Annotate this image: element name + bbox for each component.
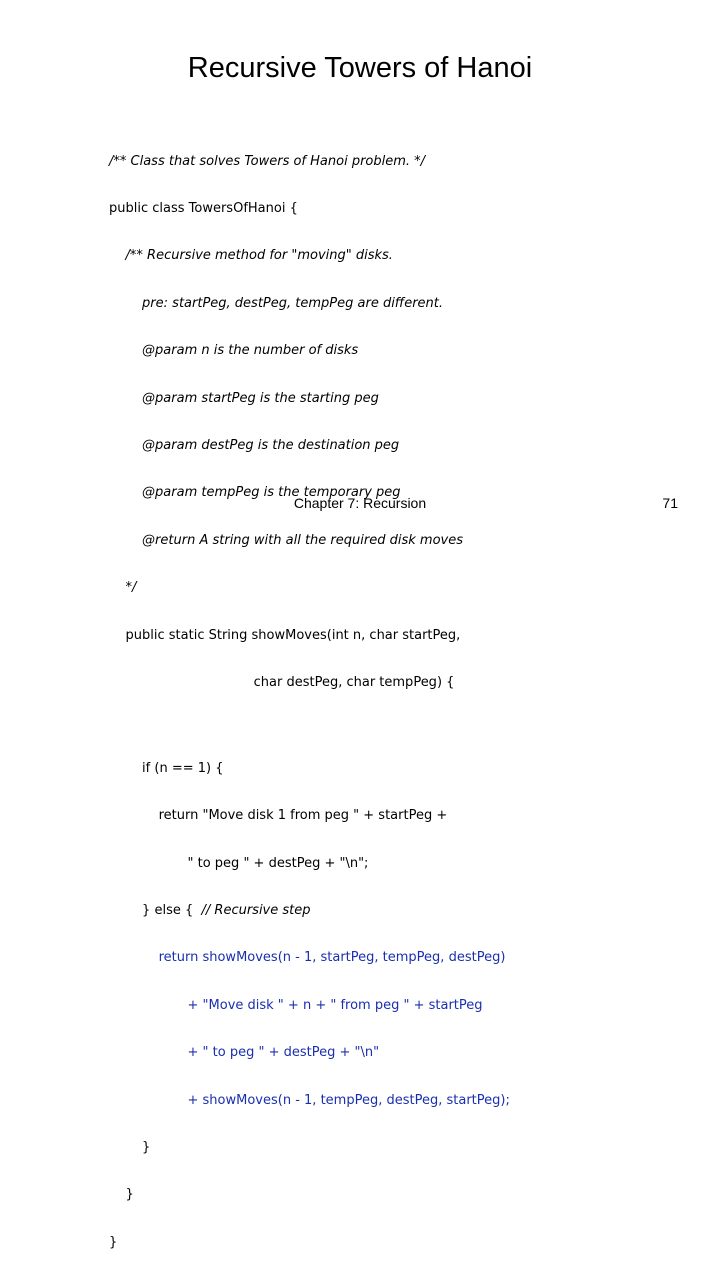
- page-number: 71: [662, 495, 678, 511]
- code-line: @param destPeg is the destination peg: [109, 437, 400, 453]
- code-line: pre: startPeg, destPeg, tempPeg are different.: [109, 295, 444, 311]
- code-line: public static String showMoves(int n, char startPeg,: [109, 627, 461, 643]
- code-line: public class TowersOfHanoi {: [109, 200, 298, 216]
- code-line-highlight: + " to peg " + destPeg + "\n": [109, 1045, 380, 1061]
- slide-footer: Chapter 7: Recursion: [293, 495, 427, 511]
- code-line: }: [109, 1187, 134, 1203]
- code-line: @return A string with all the required disk moves: [109, 532, 463, 548]
- code-line: }: [109, 1234, 118, 1250]
- code-line: if (n == 1) {: [109, 760, 224, 776]
- code-listing: [109, 122, 510, 1266]
- code-line-highlight: + showMoves(n - 1, tempPeg, destPeg, startPeg);: [109, 1092, 510, 1108]
- code-line: }: [109, 1140, 151, 1155]
- code-line: } else { // Recursive step: [109, 903, 311, 919]
- code-line: char destPeg, char tempPeg) {: [109, 674, 455, 690]
- code-line: */: [109, 580, 137, 596]
- code-line: @param tempPeg is the temporary peg: [109, 485, 401, 501]
- code-line-highlight: + "Move disk " + n + " from peg " + startPeg: [109, 997, 483, 1013]
- code-line: return "Move disk 1 from peg " + startPeg +: [109, 808, 448, 824]
- code-gap: [109, 722, 510, 729]
- slide-title: Recursive Towers of Hanoi: [187, 52, 533, 84]
- code-line: /** Recursive method for "moving" disks.: [109, 248, 393, 264]
- code-line: /** Class that solves Towers of Hanoi problem. */: [109, 153, 426, 169]
- code-line: @param n is the number of disks: [109, 343, 359, 359]
- code-line: " to peg " + destPeg + "\n";: [109, 855, 369, 871]
- code-line: @param startPeg is the starting peg: [109, 390, 379, 406]
- code-line-highlight: return showMoves(n - 1, startPeg, tempPeg, destPeg): [109, 950, 506, 966]
